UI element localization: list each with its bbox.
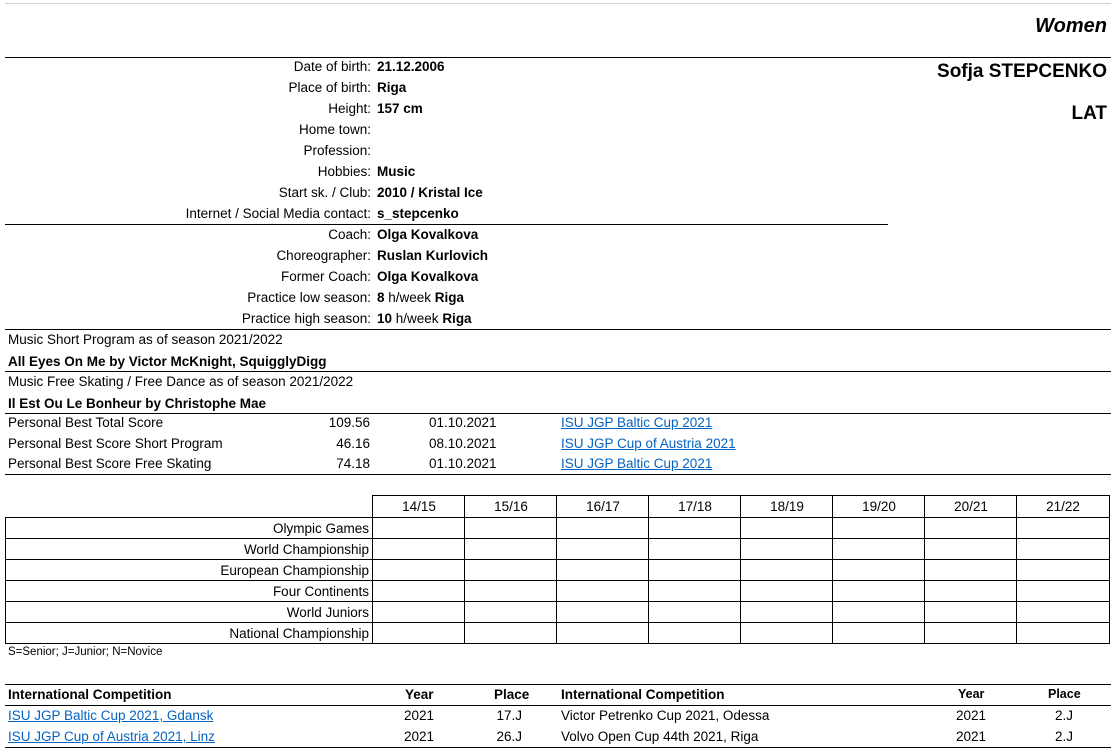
pb-score: 46.16 — [336, 436, 370, 451]
grid-line — [5, 580, 1110, 581]
pb-date: 08.10.2021 — [429, 436, 497, 451]
pb-label: Personal Best Score Short Program — [8, 436, 223, 451]
level-legend: S=Senior; J=Junior; N=Novice — [8, 646, 163, 658]
pb-date: 01.10.2021 — [429, 415, 497, 430]
competition-place: 2.J — [1054, 708, 1073, 723]
music-fs-label: Music Free Skating / Free Dance as of season 2021/2022 — [8, 374, 354, 389]
practice-low-hours: 8 — [377, 290, 385, 305]
championship-label: World Juniors — [286, 605, 369, 620]
grid-line — [648, 495, 649, 644]
top-border — [5, 3, 1111, 4]
pb-event-link[interactable]: ISU JGP Baltic Cup 2021 — [561, 415, 713, 430]
bio-label-club: Start sk. / Club: — [278, 185, 371, 200]
practice-high-hours: 10 — [377, 311, 393, 326]
grid-line — [372, 495, 1110, 496]
music-sp-title: All Eyes On Me by Victor McKnight, SquigglyDigg — [8, 354, 327, 369]
bio-value-height: 157 cm — [377, 101, 423, 116]
bio-label-hometown: Home town: — [298, 122, 371, 137]
practice-high-label: Practice high season: — [241, 311, 371, 326]
choreographer-value: Ruslan Kurlovich — [377, 248, 489, 263]
season-header: 18/19 — [770, 499, 804, 514]
practice-low-place: Riga — [434, 290, 465, 305]
competition-year: 2021 — [956, 708, 987, 723]
grid-line — [5, 517, 1110, 518]
competition-place: 2.J — [1054, 729, 1073, 744]
pb-score: 74.18 — [336, 456, 370, 471]
competition-year: 2021 — [956, 729, 987, 744]
pb-label: Personal Best Total Score — [8, 415, 164, 430]
bio-value-social: s_stepcenko — [377, 206, 459, 221]
season-header: 15/16 — [494, 499, 528, 514]
season-header: 16/17 — [586, 499, 620, 514]
grid-line — [5, 601, 1110, 602]
grid-line — [5, 622, 1110, 623]
bio-label-pob: Place of birth: — [288, 80, 371, 95]
season-header: 20/21 — [954, 499, 988, 514]
season-header: 17/18 — [678, 499, 712, 514]
championship-label: World Championship — [243, 542, 369, 557]
bio-label-social: Internet / Social Media contact: — [185, 206, 371, 221]
comp-year-header-right: Year — [958, 687, 985, 701]
grid-line — [5, 538, 1110, 539]
grid-line — [5, 517, 6, 644]
comp-place-header-right: Place — [1048, 687, 1081, 701]
music-sp-label: Music Short Program as of season 2021/2022 — [8, 332, 283, 347]
competition-link[interactable]: ISU JGP Baltic Cup 2021, Gdansk — [8, 708, 214, 723]
grid-line — [832, 495, 833, 644]
pb-date: 01.10.2021 — [429, 456, 497, 471]
pb-event-link[interactable]: ISU JGP Cup of Austria 2021 — [561, 436, 736, 451]
grid-line — [5, 643, 1110, 644]
championship-label: Olympic Games — [272, 521, 369, 536]
former-coach-label: Former Coach: — [280, 269, 371, 284]
bio-label-profession: Profession: — [303, 143, 371, 158]
bio-value-club: 2010 / Kristal Ice — [377, 185, 483, 200]
competition-name: Victor Petrenko Cup 2021, Odessa — [561, 708, 770, 723]
practice-high-unit: h/week — [392, 311, 443, 326]
music-fs-title: Il Est Ou Le Bonheur by Christophe Mae — [8, 396, 267, 411]
bio-value-dob: 21.12.2006 — [377, 59, 445, 74]
grid-line — [464, 495, 465, 644]
competition-year: 2021 — [404, 729, 435, 744]
grid-line — [372, 495, 373, 644]
competition-year: 2021 — [404, 708, 435, 723]
bio-label-dob: Date of birth: — [293, 59, 371, 74]
grid-line — [740, 495, 741, 644]
bio-label-hobbies: Hobbies: — [317, 164, 371, 179]
championship-label: European Championship — [220, 563, 369, 578]
practice-low-unit: h/week — [384, 290, 435, 305]
pb-label: Personal Best Score Free Skating — [8, 456, 212, 471]
comp-place-header-left: Place — [494, 687, 530, 702]
pb-event-link[interactable]: ISU JGP Baltic Cup 2021 — [561, 456, 713, 471]
competition-name: Volvo Open Cup 44th 2021, Riga — [561, 729, 759, 744]
grid-line — [5, 559, 1110, 560]
practice-high-place: Riga — [442, 311, 472, 326]
championship-label: National Championship — [229, 626, 369, 641]
competition-place: 26.J — [496, 729, 522, 744]
comp-year-header-left: Year — [405, 687, 434, 702]
grid-line — [556, 495, 557, 644]
season-header: 14/15 — [402, 499, 436, 514]
coach-label: Coach: — [328, 227, 371, 242]
pb-bottom-divider — [5, 474, 1111, 475]
comp-header-left: International Competition — [8, 687, 172, 702]
music-bottom-divider — [5, 413, 1111, 414]
practice-low-value — [377, 287, 464, 308]
former-coach-value: Olga Kovalkova — [377, 269, 479, 284]
practice-high-value — [377, 308, 472, 329]
comp-header-right: International Competition — [561, 687, 725, 702]
header-divider — [5, 57, 1111, 58]
competitions-bottom-divider — [5, 747, 1111, 748]
pb-score: 109.56 — [328, 415, 370, 430]
coach-value: Olga Kovalkova — [377, 227, 479, 242]
athlete-name: Sofja STEPCENKO — [937, 61, 1107, 82]
competition-link[interactable]: ISU JGP Cup of Austria 2021, Linz — [8, 729, 215, 744]
grid-line — [1109, 495, 1110, 644]
competition-place: 17.J — [496, 708, 522, 723]
season-header: 19/20 — [862, 499, 896, 514]
grid-line — [1016, 495, 1017, 644]
bio-value-pob: Riga — [377, 80, 407, 95]
athlete-nation: LAT — [1071, 103, 1107, 124]
championship-label: Four Continents — [272, 584, 369, 599]
season-header: 21/22 — [1046, 499, 1080, 514]
category-title: Women — [1035, 15, 1107, 37]
choreographer-label: Choreographer: — [276, 248, 371, 263]
practice-low-label: Practice low season: — [247, 290, 371, 305]
bio-label-height: Height: — [328, 101, 371, 116]
bio-value-hobbies: Music — [377, 164, 416, 179]
grid-line — [924, 495, 925, 644]
